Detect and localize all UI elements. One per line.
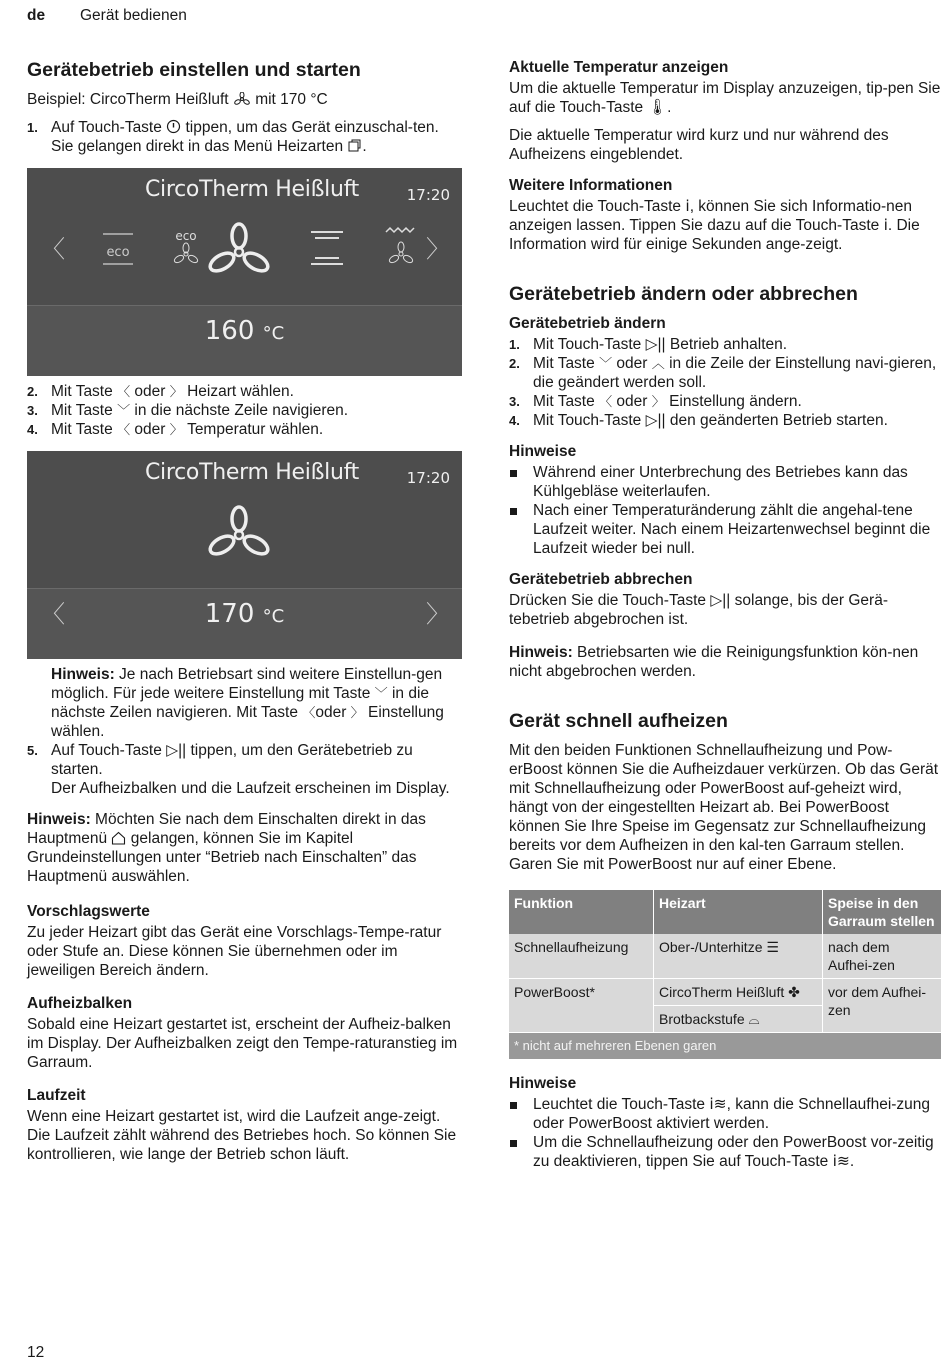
chevron-down-icon: ﹀: [599, 356, 613, 371]
table-row: PowerBoost* CircoTherm Heißluft ✤ vor dem Aufhei-zen: [509, 979, 942, 1006]
hint-home: Hinweis: Möchten Sie nach dem Einschalten direkt in das Hauptmenü gelangen, können Sie im Kapitel Grundeinstellungen unter “Betrieb nach Einschalten” das Hauptmenü auswählen.: [27, 811, 426, 885]
heading-vorschlag: Vorschlagswerte: [27, 903, 150, 920]
hinweis-item: Leuchtet die Touch-Taste ⅰ≋, kann die Schnellaufhei-zung oder PowerBoost aktiviert werden.: [509, 1095, 942, 1133]
power-icon: [166, 119, 181, 134]
top-bottom-heat-icon: ☰: [766, 939, 779, 955]
para-laufzeit: Wenn eine Heizart gestartet ist, wird die Laufzeit ange-zeigt. Die Laufzeit zählt während des Betriebes hoch. So können Sie kontrollieren, wie lange der Betrieb schon läuft.: [27, 1108, 457, 1163]
heading-hinweise-2: Hinweise: [509, 1075, 577, 1092]
left-column: [27, 58, 462, 1173]
display-temperature: 170 °C: [204, 599, 285, 629]
table-header: Speise in den Garraum stellen: [823, 890, 942, 934]
svg-text:eco: eco: [175, 229, 197, 243]
change-steps: [509, 335, 942, 430]
heading-aufheiz: Aufheizbalken: [27, 995, 133, 1012]
eco-grill-icon[interactable]: [99, 230, 137, 270]
table-footnote: * nicht auf mehreren Ebenen garen: [509, 1033, 942, 1060]
table-header: Heizart: [654, 890, 823, 934]
change-step-2: 2. Mit Taste ﹀ oder ︿ in die Zeile der Einstellung navi-gieren, die geändert werden soll.: [509, 355, 937, 391]
eco-fan-icon[interactable]: [169, 226, 203, 268]
change-step-1: 1. Mit Touch-Taste ▷|| Betrieb anhalten.: [509, 336, 788, 353]
table-header: Funktion: [509, 890, 654, 934]
thermometer-icon: 🌡︎: [647, 99, 668, 116]
hint-cancel: Hinweis: Betriebsarten wie die Reinigungsfunktion kön-nen nicht abgebrochen werden.: [509, 644, 919, 680]
oven-display-2: [27, 451, 462, 659]
chevron-down-icon: ﹀: [374, 686, 388, 701]
steps-list-3: [27, 741, 462, 798]
para-aufheiz: Sobald eine Heizart gestartet ist, erscheint der Aufheiz-balken im Display. Der Aufheizbalken zeigt den Tempe-raturanstieg im Garraum.: [27, 1016, 458, 1071]
hinweis-item: Während einer Unterbrechung des Betriebes kann das Kühlgebläse weiterlaufen.: [509, 463, 942, 501]
home-icon: [111, 831, 126, 845]
chevron-right-icon: 〉: [350, 705, 364, 720]
hinweise-list-2: [509, 1095, 942, 1171]
table-row: Schnellaufheizung Ober-/Unterhitze ☰ nach dem Aufhei-zen: [509, 934, 942, 979]
example-line: Beispiel: CircoTherm Heißluft mit 170 °C: [27, 91, 328, 108]
fast-heat-icon: ⅰ≋: [832, 1153, 850, 1170]
heading-cancel: Gerätebetrieb abbrechen: [509, 571, 693, 588]
heading-laufzeit: Laufzeit: [27, 1087, 86, 1104]
change-step-3: 3. Mit Taste 〈 oder 〉 Einstellung ändern.: [509, 393, 802, 410]
chevron-left-icon: 〈: [302, 705, 316, 720]
heading-start: Gerätebetrieb einstellen und starten: [27, 59, 361, 81]
step-1: 1. Auf Touch-Taste tippen, um das Gerät einzuschal-ten. Sie gelangen direkt in das Menü Heizarten .: [27, 119, 439, 155]
heading-fast-heat: Gerät schnell aufheizen: [509, 710, 728, 732]
chevron-right-icon[interactable]: 〉: [426, 600, 450, 628]
oven-display-1: [27, 168, 462, 376]
chevron-right-icon: 〉: [651, 394, 665, 409]
fast-heat-icon: ⅰ≋: [709, 1096, 727, 1113]
para-current-temp-1: Um die aktuelle Temperatur im Display anzuzeigen, tip-pen Sie auf die Touch-Taste 🌡︎.: [509, 80, 941, 116]
fan-icon-large: [205, 503, 273, 561]
menu-icon: [347, 138, 362, 153]
page-header: [27, 6, 187, 25]
chevron-left-icon[interactable]: 〈: [41, 235, 65, 263]
fan-icon: [233, 92, 251, 106]
display-title: CircoTherm Heißluft: [145, 177, 359, 202]
chevron-left-icon: 〈: [117, 422, 131, 437]
hint-settings: Hinweis: Je nach Betriebsart sind weitere Einstellun-gen möglich. Für jede weitere Einstellung mit Taste ﹀ in die nächste Zeilen navigieren. Mit Taste 〈oder 〉 Einstellung wählen.: [51, 666, 444, 740]
para-current-temp-2: Die aktuelle Temperatur wird kurz und nur während des Aufheizens eingeblendet.: [509, 127, 889, 163]
display-temperature: 160 °C: [204, 316, 285, 346]
fan-icon-large[interactable]: [205, 220, 273, 278]
display-time: 17:20: [406, 469, 450, 487]
chevron-left-icon: 〈: [599, 394, 613, 409]
chevron-up-icon: ︿: [651, 356, 665, 371]
chevron-right-icon[interactable]: 〉: [426, 235, 450, 263]
heading-change-sub: Gerätebetrieb ändern: [509, 315, 666, 332]
play-pause-icon: ▷||: [645, 336, 666, 353]
step-3: 3. Mit Taste ﹀ in die nächste Zeile navigieren.: [27, 402, 349, 419]
hinweise-list: [509, 463, 942, 558]
change-step-4: 4. Mit Touch-Taste ▷|| den geänderten Betrieb starten.: [509, 412, 888, 429]
grill-fan-icon[interactable]: [383, 226, 419, 268]
steps-list-2: [27, 382, 462, 439]
chevron-right-icon: 〉: [169, 384, 183, 399]
table-row: Brotbackstufe ⌓: [509, 1006, 942, 1033]
top-bottom-heat-icon[interactable]: [307, 228, 347, 268]
heading-change: Gerätebetrieb ändern oder abbrechen: [509, 283, 858, 305]
play-pause-icon: ▷||: [710, 592, 731, 609]
fan-icon: ✤: [788, 984, 800, 1000]
step-2: 2. Mit Taste 〈 oder 〉 Heizart wählen.: [27, 383, 294, 400]
svg-text:eco: eco: [106, 245, 130, 260]
section-title: Gerät bedienen: [80, 7, 187, 24]
steps-list-1: [27, 118, 462, 156]
chevron-left-icon[interactable]: 〈: [41, 600, 65, 628]
chevron-right-icon: 〉: [169, 422, 183, 437]
right-column: [509, 58, 942, 1181]
heading-current-temp: Aktuelle Temperatur anzeigen: [509, 59, 729, 76]
bread-icon: ⌓: [748, 1011, 760, 1027]
info-icon: ⅰ: [883, 217, 888, 234]
page-number: 12: [27, 1344, 45, 1361]
hinweis-item: Nach einer Temperaturänderung zählt die angehal-tene Laufzeit weiter. Nach einem Heizartenwechsel beginnt die Laufzeit wieder bei null.: [509, 501, 942, 558]
hinweis-item: Um die Schnellaufheizung oder den PowerBoost vor-zeitig zu deaktivieren, tippen Sie auf Touch-Taste ⅰ≋.: [509, 1133, 942, 1171]
para-fast-heat: Mit den beiden Funktionen Schnellaufheizung und Pow-erBoost können Sie die Aufheizdauer verkürzen. Ob das Gerät mit Schnellaufheizung oder PowerBoost auf-geheizt wird, hängt von der eingestellten Heizart ab. Bei PowerBoost können Sie Ihre Speise im Gegensatz zur Schnellaufheizung bereits vor dem Aufheizen in den kal-ten Garraum stellen. Garen Sie mit PowerBoost nur auf einer Ebene.: [509, 742, 939, 873]
play-pause-icon: ▷||: [645, 412, 666, 429]
chevron-left-icon: 〈: [117, 384, 131, 399]
language-code: de: [27, 7, 46, 24]
display-time: 17:20: [406, 186, 450, 204]
step-5: 5. Auf Touch-Taste ▷|| tippen, um den Gerätebetrieb zu starten. Der Aufheizbalken und die Laufzeit erscheinen im Display.: [27, 742, 450, 797]
para-vorschlag: Zu jeder Heizart gibt das Gerät eine Vorschlags-Tempe-ratur oder Stufe an. Diese können Sie übernehmen oder im jeweiligen Bereich ändern.: [27, 924, 442, 979]
info-icon: ⅰ: [685, 198, 690, 215]
heading-more-info: Weitere Informationen: [509, 177, 673, 194]
para-cancel: Drücken Sie die Touch-Taste ▷|| solange, bis der Gerä-tebetrieb abgebrochen ist.: [509, 592, 888, 628]
chevron-down-icon: ﹀: [117, 403, 131, 418]
para-more-info: Leuchtet die Touch-Taste ⅰ, können Sie sich Informatio-nen anzeigen lassen. Tippen Sie dazu auf die Touch-Taste ⅰ. Die Information wird für einige Sekunden ange-zeigt.: [509, 198, 920, 253]
play-pause-icon: ▷||: [166, 742, 187, 759]
step-4: 4. Mit Taste 〈 oder 〉 Temperatur wählen.: [27, 421, 324, 438]
fast-heat-table: [509, 890, 942, 1060]
display-title: CircoTherm Heißluft: [145, 460, 359, 485]
heading-hinweise: Hinweise: [509, 443, 577, 460]
